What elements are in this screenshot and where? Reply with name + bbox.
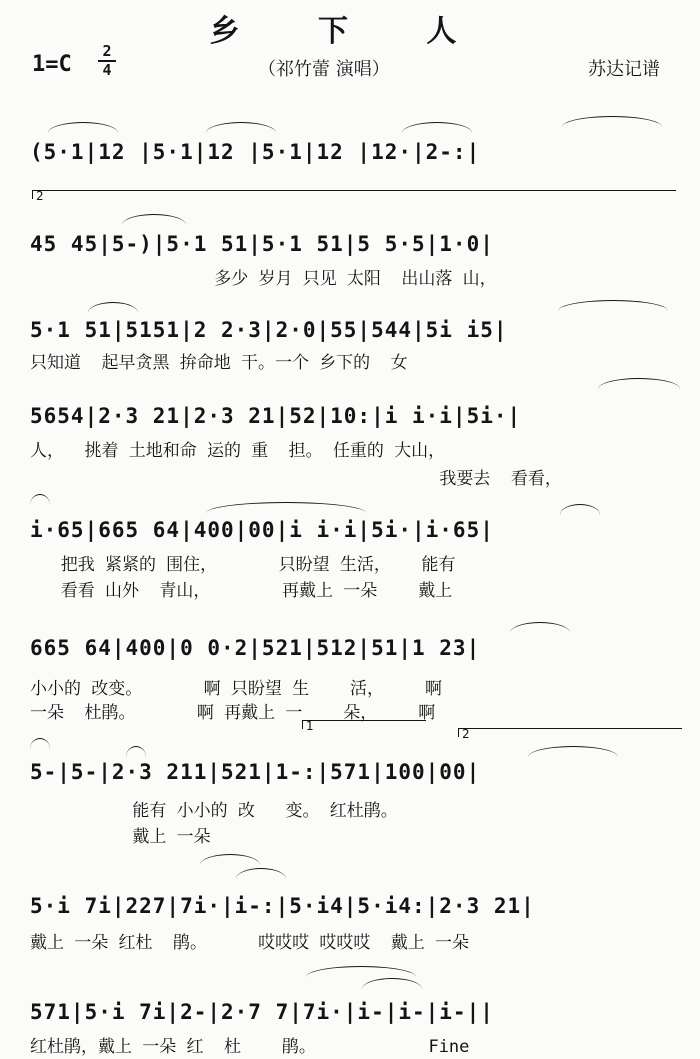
slur (30, 494, 50, 505)
slur (558, 300, 668, 311)
lyric-line: 多少 岁月 只见 太阳 出山落 山， (30, 269, 497, 289)
slur (402, 122, 472, 133)
numbered-notation-line: 45 45|5-)|5·1 51|5·1 51|5 5·5|1·0| (30, 232, 494, 256)
slur (598, 378, 680, 389)
slur (236, 868, 286, 879)
slur (528, 746, 618, 757)
lyric-line: 把我 紧紧的 围住， 只盼望 生活， 能有 (30, 555, 456, 575)
lyric-line: 戴上 一朵 红杜 鹃。 哎哎哎 哎哎哎 戴上 一朵 (30, 933, 470, 953)
numbered-notation-line: 5654|2·3 21|2·3 21|52|10:|i i·i|5i·| (30, 404, 522, 428)
numbered-notation-line: 571|5·i 7i|2-|2·7 7|7i·|i-|i-|i-|| (30, 1000, 494, 1024)
singer-credit: （祁竹蕾 演唱） (258, 59, 390, 80)
key-signature: 1=C (32, 52, 72, 77)
lyric-line: 人， 挑着 土地和命 运的 重 担。 任重的 大山， (30, 441, 446, 461)
volta-bracket-2: 2 (32, 190, 676, 199)
numbered-notation-line: (5·1|12 |5·1|12 |5·1|12 |12·|2-:| (30, 140, 481, 164)
slur (200, 854, 260, 865)
slur (30, 738, 50, 749)
lyric-line: 我要去 看看， (30, 469, 562, 489)
song-title: 乡 下 人 (209, 14, 491, 49)
numbered-notation-line: 5-|5-|2·3 211|521|1-:|571|100|00| (30, 760, 481, 784)
lyric-line: 只知道 起早贪黑 拚命地 干。一个 乡下的 女 (30, 353, 408, 373)
slur (122, 214, 186, 225)
slur (560, 504, 600, 515)
slur (206, 502, 366, 513)
lyric-line: 小小的 改变。 啊 只盼望 生 活， 啊 (30, 679, 442, 699)
slur (88, 302, 138, 313)
lyric-line: 看看 山外 青山， 再戴上 一朵 戴上 (30, 581, 453, 601)
numbered-notation-line: 665 64|400|0 0·2|521|512|51|1 23| (30, 636, 481, 660)
slur (126, 746, 146, 757)
numbered-notation-line: i·65|665 64|400|00|i i·i|5i·|i·65| (30, 518, 494, 542)
time-signature-top: 2 (102, 42, 112, 60)
slur (562, 116, 662, 127)
volta-bracket-1: 1 (302, 720, 426, 729)
volta-bracket-2: 2 (458, 728, 682, 737)
time-signature-bottom: 4 (102, 61, 112, 79)
lyric-line: 一朵 杜鹃。 啊 再戴上 一 朵， 啊 (30, 703, 436, 723)
slur (206, 122, 276, 133)
arranger-credit: 苏达记谱 (588, 59, 660, 80)
numbered-notation-line: 5·i 7i|227|7i·|i-:|5·i4|5·i4:|2·3 21| (30, 894, 535, 918)
slur (362, 978, 422, 989)
numbered-notation-line: 5·1 51|5151|2 2·3|2·0|55|544|5i i5| (30, 318, 508, 342)
lyric-line: 能有 小小的 改 变。 红杜鹃。 (30, 801, 398, 821)
slur (510, 622, 570, 633)
lyric-line: 戴上 一朵 (30, 827, 211, 847)
lyric-line: 红杜鹃，戴上 一朵 红 杜 鹃。 Fine (30, 1037, 470, 1057)
time-signature (98, 44, 116, 78)
slur (306, 966, 416, 977)
slur (48, 122, 118, 133)
